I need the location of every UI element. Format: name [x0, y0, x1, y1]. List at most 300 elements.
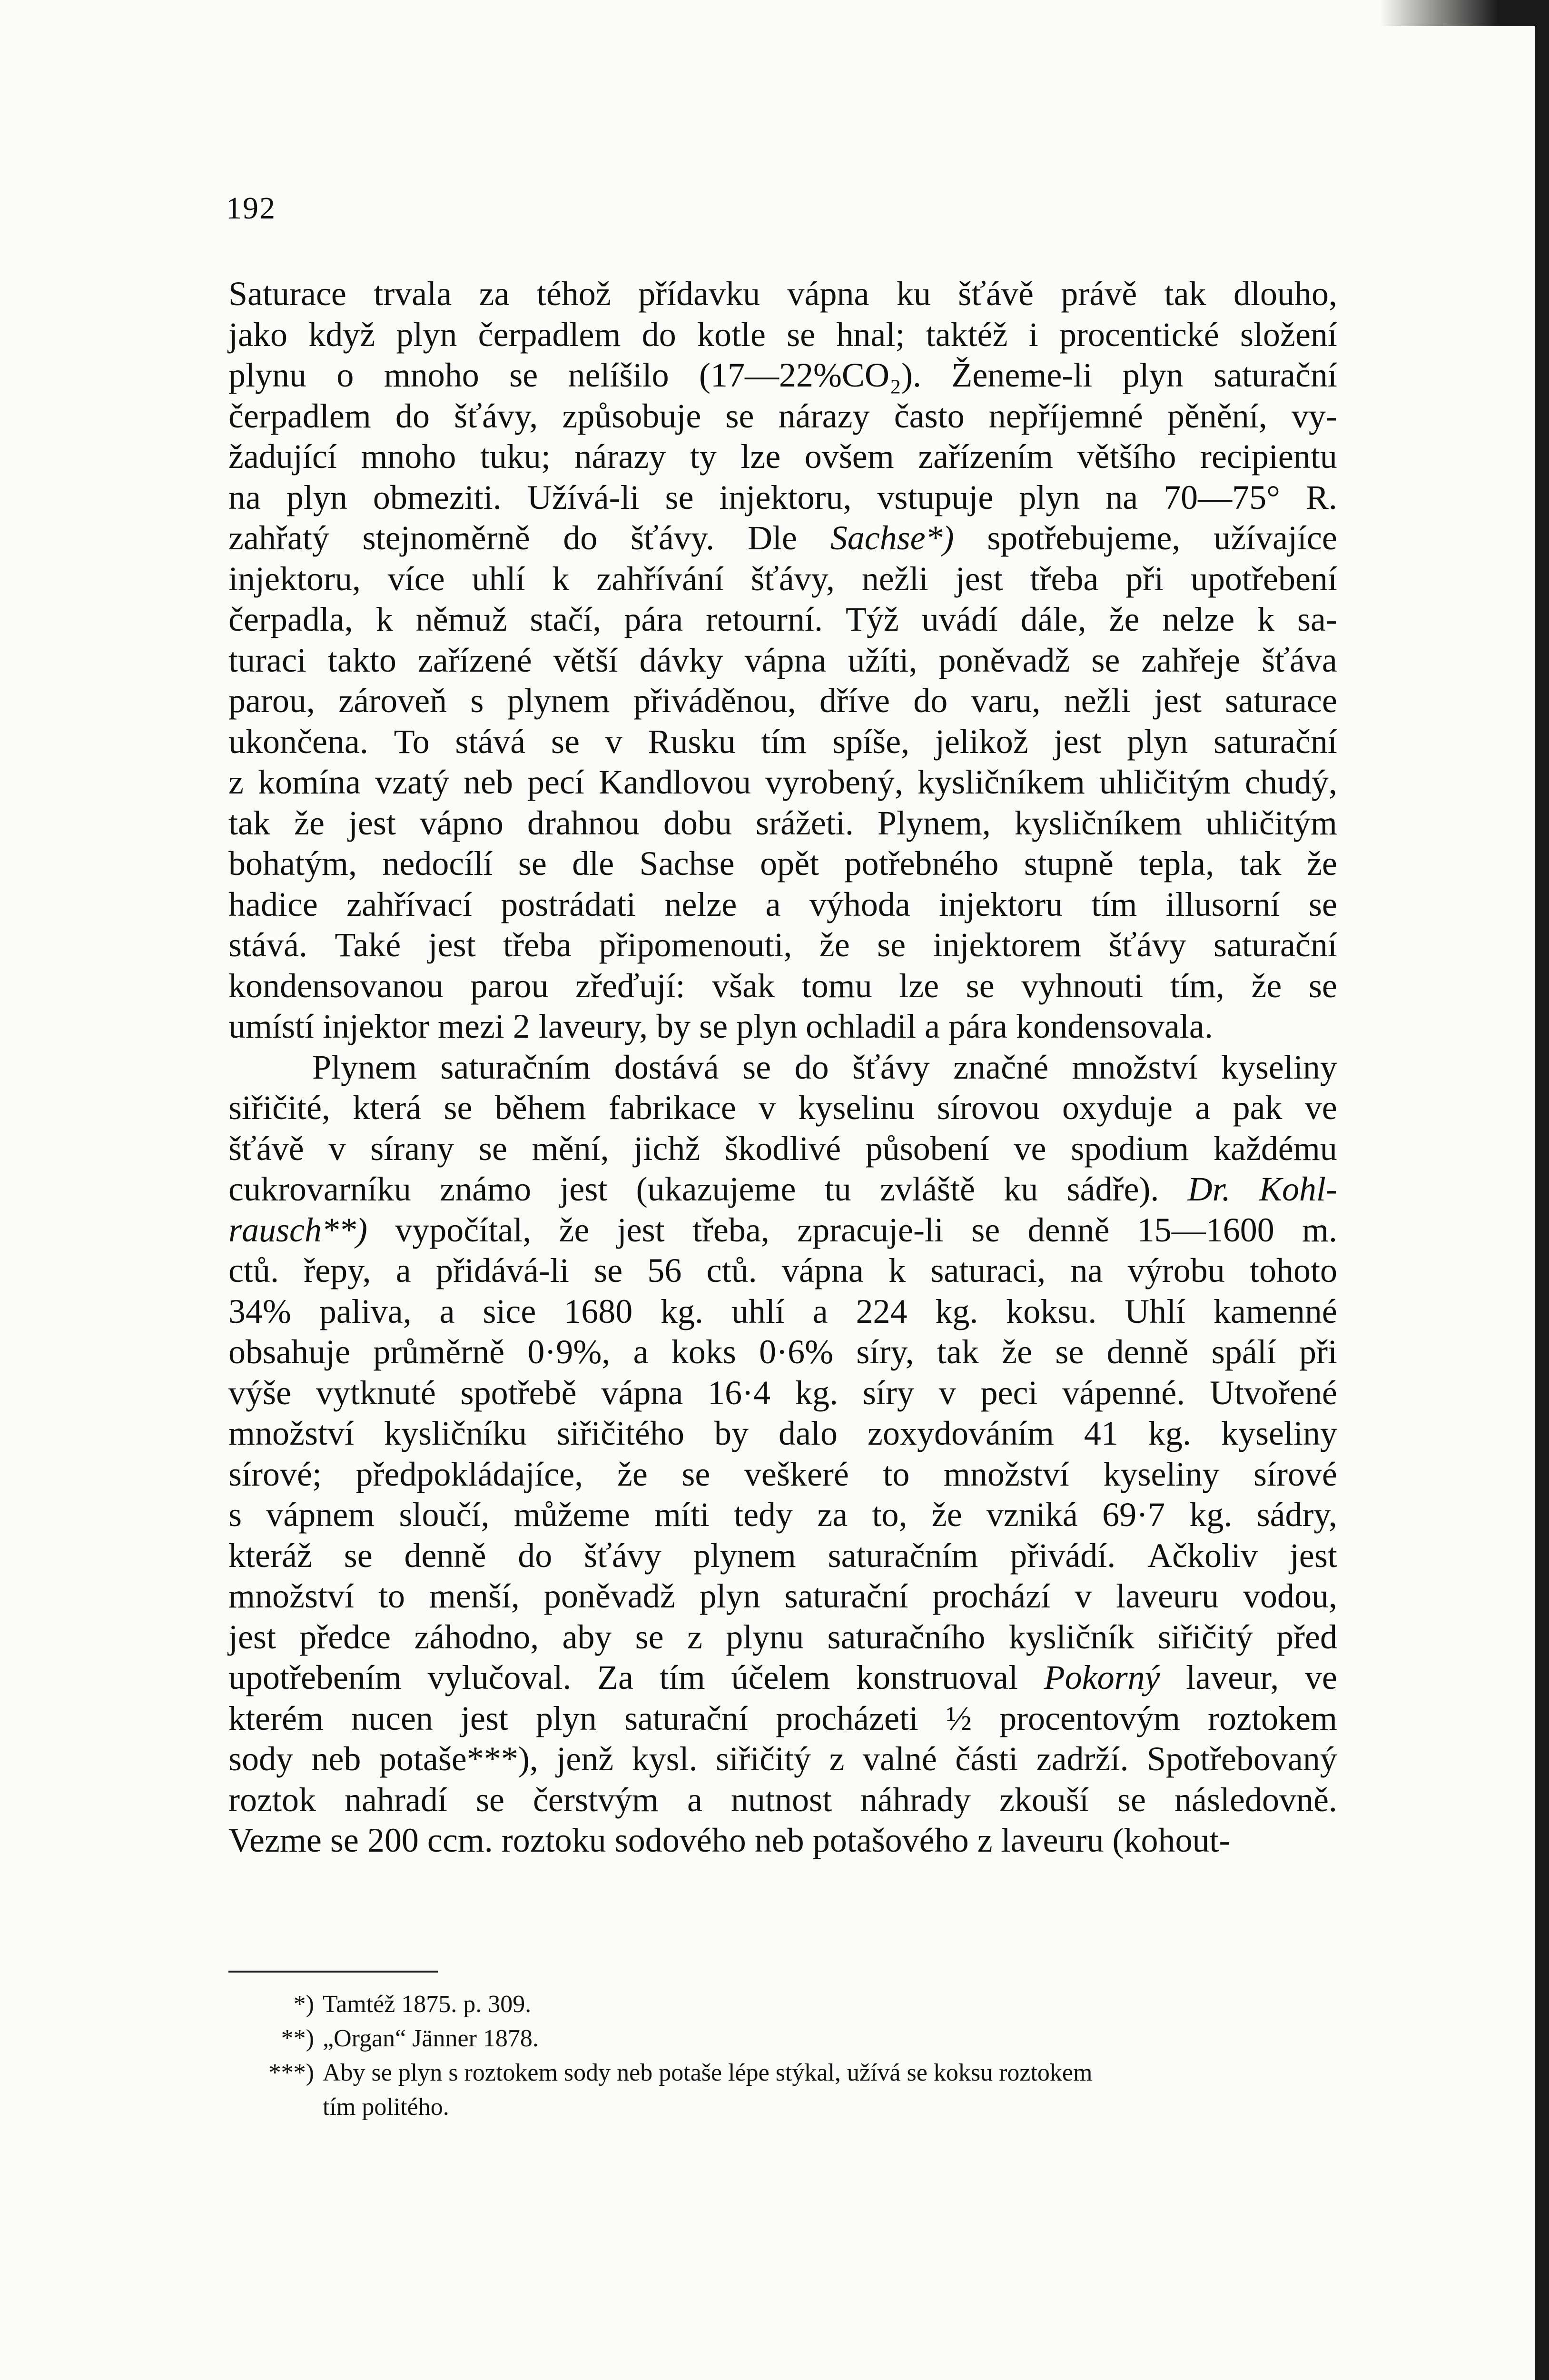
- word: Kandlovou: [598, 763, 751, 801]
- word: pěnění,: [1167, 397, 1267, 435]
- word: značné: [953, 1048, 1049, 1086]
- word: k: [375, 600, 393, 638]
- word: nutnost: [730, 1780, 832, 1819]
- word: oxyduje: [1062, 1089, 1173, 1127]
- word: tedy: [734, 1496, 793, 1534]
- word: taktéž: [926, 315, 1008, 354]
- word: sírové: [1253, 1455, 1337, 1493]
- word: nepříjemné: [988, 397, 1143, 435]
- word: mnoho: [361, 437, 456, 476]
- word: kotle: [697, 315, 766, 354]
- page-number: 192: [226, 191, 276, 226]
- word: kysličník: [1008, 1617, 1135, 1656]
- word: a: [439, 1292, 455, 1330]
- word: denně: [404, 1536, 486, 1575]
- word: srážeti.: [755, 803, 854, 842]
- word: nárazy: [778, 397, 870, 435]
- footnotes: [247, 1987, 1337, 2124]
- word: Saturace: [228, 275, 346, 313]
- text-line: [228, 1536, 1337, 1577]
- text-line: [228, 681, 1337, 722]
- word: a: [1195, 1089, 1211, 1127]
- word: Uhlí: [1125, 1292, 1186, 1330]
- word: potřebného: [844, 844, 999, 883]
- word: 2: [513, 1007, 530, 1045]
- text-line: [228, 436, 1337, 477]
- word: uvádí: [921, 600, 998, 638]
- text-line: [228, 1129, 1337, 1170]
- word: 70—75°: [1164, 478, 1280, 516]
- word: upotřebení: [1191, 559, 1337, 598]
- word: Sachse: [639, 844, 735, 883]
- word: sádry,: [1256, 1496, 1337, 1534]
- text-line: [228, 1820, 1337, 1861]
- word: ku: [896, 275, 931, 313]
- word: o: [336, 356, 354, 394]
- word: tím: [1091, 885, 1137, 923]
- word: známo: [440, 1170, 532, 1208]
- word: aby: [562, 1617, 612, 1656]
- word: vodou,: [1243, 1577, 1337, 1615]
- word: kamenné: [1213, 1292, 1337, 1330]
- word: zahřatý: [228, 519, 329, 557]
- word: plyn: [736, 1007, 798, 1045]
- footnote-rule: [228, 1971, 438, 1973]
- word: dále,: [1020, 600, 1086, 638]
- word: před: [1276, 1617, 1337, 1656]
- word: jest: [228, 1617, 276, 1656]
- word: dříve: [819, 682, 890, 720]
- text-line: [228, 477, 1337, 518]
- word: do: [913, 682, 948, 720]
- word: zahřeje: [1141, 641, 1241, 679]
- word: a: [633, 1333, 649, 1371]
- word: paliva,: [319, 1292, 412, 1330]
- word: se: [330, 1821, 359, 1859]
- word: náhrady: [860, 1780, 971, 1819]
- word: z: [829, 1740, 845, 1778]
- word: mezi: [438, 1007, 504, 1045]
- word: užíti,: [848, 641, 918, 679]
- word: vápenné.: [1062, 1373, 1185, 1412]
- word: postrádati: [501, 885, 636, 923]
- word: nelze: [1162, 600, 1235, 638]
- word: se: [1091, 641, 1120, 679]
- text-line: [228, 1291, 1337, 1332]
- word: tuku;: [480, 437, 551, 476]
- word: se: [444, 1089, 473, 1127]
- word: vypočítal,: [395, 1210, 532, 1249]
- word: jelikož: [935, 722, 1028, 761]
- text-line: [228, 1617, 1337, 1658]
- text-line: [228, 1657, 1337, 1698]
- word: kyseliny: [1103, 1455, 1220, 1493]
- word: potašového: [812, 1821, 969, 1859]
- word: se: [475, 1780, 504, 1819]
- word: spodium: [1071, 1129, 1189, 1168]
- word: se: [971, 1210, 1000, 1249]
- word: hnal;: [836, 315, 905, 354]
- word: Také: [335, 926, 401, 964]
- word: připomenouti,: [599, 926, 792, 964]
- word: roztokem: [1208, 1699, 1337, 1737]
- word: Dle: [747, 519, 797, 557]
- text-line: [228, 925, 1337, 966]
- word: (17—22%CO₂).: [699, 356, 922, 394]
- word: se: [665, 478, 694, 516]
- word: 1680: [564, 1292, 633, 1330]
- text-line: [228, 1088, 1337, 1129]
- word: třeba,: [692, 1210, 770, 1249]
- word: s: [470, 682, 484, 720]
- word: z: [977, 1821, 993, 1859]
- word: vápna: [601, 1373, 683, 1412]
- word: i: [1028, 315, 1038, 354]
- word: Ačkoliv: [1147, 1536, 1258, 1575]
- word: a: [765, 885, 781, 923]
- word: že: [1307, 844, 1337, 883]
- text-line: [228, 1332, 1337, 1373]
- word: sody: [228, 1740, 294, 1778]
- word: lze: [899, 966, 939, 1005]
- word: zahřívací: [346, 885, 472, 923]
- word: šťávě: [958, 275, 1034, 313]
- word: injektorem: [933, 926, 1082, 964]
- word: že: [1109, 600, 1140, 638]
- word: že: [559, 1210, 590, 1249]
- word: však: [712, 966, 775, 1005]
- word: upotřebením: [228, 1658, 402, 1696]
- word: jest: [460, 1699, 508, 1737]
- word: a: [925, 1007, 940, 1045]
- word: umístí: [228, 1007, 315, 1045]
- word: do: [518, 1536, 553, 1575]
- word: to: [378, 1577, 405, 1615]
- word: Rusku: [648, 722, 736, 761]
- text-line: [228, 803, 1337, 844]
- word: spálí: [1211, 1333, 1276, 1371]
- word: prochází: [932, 1577, 1051, 1615]
- word: většího: [1077, 437, 1176, 476]
- footnote-text: Tamtéž 1875. p. 309.: [323, 1991, 532, 2018]
- text-line: [228, 1576, 1337, 1617]
- word: v: [759, 1089, 776, 1127]
- word: přivádí.: [1010, 1536, 1116, 1575]
- word: pecí: [527, 763, 584, 801]
- word: ccm.: [427, 1821, 493, 1859]
- word: 69·7: [1102, 1496, 1165, 1534]
- word: lze: [740, 437, 781, 476]
- footnote-text: Aby se plyn s roztokem sody neb potaše lépe stýkal, užívá se koksu roztokem: [323, 2059, 1093, 2086]
- word: z: [228, 763, 244, 801]
- word: koksu.: [1006, 1292, 1097, 1330]
- word: Týž: [845, 600, 899, 638]
- word: vzatý: [375, 763, 449, 801]
- word: jest: [955, 559, 1003, 598]
- word: laveuru: [1116, 1577, 1219, 1615]
- word: se: [1308, 885, 1337, 923]
- word: bohatým,: [228, 844, 357, 883]
- word: se: [725, 397, 754, 435]
- word: můžeme: [513, 1496, 630, 1534]
- word: stává.: [228, 926, 307, 964]
- word: tím,: [1170, 966, 1224, 1005]
- word: 34%: [228, 1292, 291, 1330]
- word: injektoru,: [719, 478, 852, 516]
- word: chudý,: [1245, 763, 1337, 801]
- word: sírany: [370, 1129, 454, 1168]
- footnote-mark: *): [293, 1991, 314, 2018]
- word: zpracuje-li: [797, 1210, 944, 1249]
- text-line: [228, 315, 1337, 356]
- word: 41: [1084, 1414, 1118, 1452]
- word: na: [228, 478, 261, 516]
- word: mnoho: [384, 356, 479, 394]
- word: více: [387, 559, 445, 598]
- word: injektor: [323, 1007, 429, 1045]
- word: nelze: [664, 885, 737, 923]
- word: množství: [228, 1414, 354, 1452]
- word: v: [328, 1129, 346, 1168]
- word: kg.: [795, 1373, 838, 1412]
- word: spotřebujeme,: [987, 519, 1181, 557]
- word: vápna: [787, 275, 869, 313]
- body-text: [228, 274, 1337, 1861]
- word: výhoda: [809, 885, 910, 923]
- word: vápno: [419, 803, 503, 842]
- word: kg.: [1148, 1414, 1191, 1452]
- word: procentovým: [999, 1699, 1180, 1737]
- word: nárazy: [574, 437, 666, 476]
- word: recipientu: [1200, 437, 1337, 476]
- word: rausch**): [228, 1210, 367, 1249]
- word: vzniká: [986, 1496, 1078, 1534]
- word: tak: [937, 1333, 979, 1371]
- word: šťáva: [1262, 641, 1337, 679]
- word: laveuru: [1001, 1821, 1104, 1859]
- word: neb: [311, 1740, 361, 1778]
- word: síry,: [856, 1333, 914, 1371]
- word: jenž: [556, 1740, 614, 1778]
- word: Sachse*): [830, 519, 954, 557]
- footnote: [247, 2056, 1337, 2090]
- footnote-text: „Organ“ Jänner 1878.: [323, 2025, 539, 2052]
- word: dlouho,: [1233, 275, 1337, 313]
- word: R.: [1305, 478, 1337, 516]
- word: čerpadla,: [228, 600, 353, 638]
- word: se: [877, 926, 906, 964]
- word: siřičitého: [557, 1414, 684, 1452]
- word: kysličníkem: [1014, 803, 1182, 842]
- text-line: [228, 599, 1337, 640]
- word: parou: [470, 966, 549, 1005]
- word: a: [687, 1780, 702, 1819]
- word: tak: [1164, 275, 1206, 313]
- word: mění,: [532, 1129, 609, 1168]
- word: nucen: [351, 1699, 433, 1737]
- word: do: [395, 397, 430, 435]
- text-line: [228, 640, 1337, 681]
- word: vylučoval.: [427, 1658, 572, 1696]
- word: téhož: [536, 275, 611, 313]
- word: ukončena.: [228, 722, 368, 761]
- word: šťávy: [1108, 926, 1186, 964]
- word: hadice: [228, 885, 318, 923]
- word: plyn: [396, 315, 457, 354]
- word: šťávy: [584, 1536, 661, 1575]
- word: složení: [1240, 315, 1337, 354]
- text-line: [228, 1495, 1337, 1536]
- word: Spotřebovaný: [1146, 1740, 1337, 1778]
- word: vy-: [1291, 397, 1337, 435]
- word: cukrovarníku: [228, 1170, 411, 1208]
- word: zadrží.: [1036, 1740, 1129, 1778]
- text-line: [228, 1250, 1337, 1291]
- word: větší: [553, 641, 618, 679]
- word: vyhnouti: [1021, 966, 1144, 1005]
- word: tak: [228, 803, 270, 842]
- text-line: [228, 559, 1337, 600]
- word: saturační: [624, 1699, 749, 1737]
- word: zároveň: [338, 682, 447, 720]
- word: denně: [1027, 1210, 1110, 1249]
- word: Pokorný: [1044, 1658, 1160, 1696]
- word: neb: [464, 763, 513, 801]
- word: trvala: [374, 275, 452, 313]
- word: procházeti: [776, 1699, 918, 1737]
- word: ctů.: [706, 1251, 757, 1289]
- text-line: [228, 1739, 1337, 1780]
- text-line: [228, 1373, 1337, 1414]
- word: která: [353, 1089, 422, 1127]
- word: za: [817, 1496, 848, 1534]
- word: kg.: [661, 1292, 704, 1330]
- word: sa-: [1297, 600, 1337, 638]
- word: procentické: [1059, 315, 1219, 354]
- word: se: [1117, 1780, 1146, 1819]
- word: nelíšilo: [568, 356, 669, 394]
- word: se: [699, 1007, 728, 1045]
- text-line: [228, 722, 1337, 763]
- text-line: [228, 1454, 1337, 1495]
- word: spotřebě: [460, 1373, 577, 1412]
- text-line: [228, 1780, 1337, 1821]
- word: jest: [1154, 682, 1202, 720]
- word: za: [479, 275, 510, 313]
- word: sírovou: [937, 1089, 1040, 1127]
- word: v: [1075, 1577, 1092, 1615]
- word: Kohl-: [1259, 1170, 1337, 1208]
- word: 0·9%,: [527, 1333, 611, 1371]
- word: čerpadlem: [228, 397, 371, 435]
- word: to,: [872, 1496, 908, 1534]
- word: 200: [367, 1821, 419, 1859]
- text-line: [228, 1006, 1337, 1047]
- word: plyn: [1122, 356, 1184, 394]
- word: čerpadlem: [478, 315, 621, 354]
- word: potaše***),: [379, 1740, 538, 1778]
- word: spíše,: [832, 722, 910, 761]
- word: uhličitým: [1099, 763, 1231, 801]
- word: roztoku: [501, 1821, 606, 1859]
- word: síry: [862, 1373, 914, 1412]
- word: kyseliny: [1221, 1048, 1337, 1086]
- word: kysličníku: [384, 1414, 527, 1452]
- text-line: [228, 966, 1337, 1007]
- word: opět: [760, 844, 819, 883]
- word: čerstvým: [533, 1780, 659, 1819]
- word: zvláště: [880, 1170, 975, 1208]
- word: Utvořené: [1210, 1373, 1337, 1412]
- word: jest: [1054, 722, 1102, 761]
- word: (kohout-: [1112, 1821, 1231, 1859]
- word: Plynem,: [877, 803, 991, 842]
- word: injektoru,: [228, 559, 361, 598]
- text-line: [228, 396, 1337, 437]
- word: k: [552, 559, 570, 598]
- word: saturační: [784, 1577, 908, 1615]
- word: by: [656, 1007, 691, 1045]
- word: m.: [1302, 1210, 1337, 1249]
- word: že: [294, 803, 325, 842]
- word: siřičitý: [1157, 1617, 1253, 1656]
- word: saturačním: [440, 1048, 591, 1086]
- word: tak: [1239, 844, 1282, 883]
- word: sírové;: [228, 1455, 322, 1493]
- word: plyn: [286, 478, 347, 516]
- word: roztok: [228, 1780, 316, 1819]
- text-line: [228, 274, 1337, 315]
- word: ochladil: [806, 1007, 917, 1045]
- word: každému: [1214, 1129, 1337, 1168]
- word: vstupuje: [877, 478, 994, 516]
- word: se: [344, 1536, 373, 1575]
- scan-edge-right: [1535, 0, 1549, 2380]
- word: saturaci,: [930, 1251, 1046, 1289]
- word: do: [794, 1048, 829, 1086]
- word: že: [1251, 966, 1282, 1005]
- word: na: [1105, 478, 1138, 516]
- word: třeba: [503, 926, 572, 964]
- word: plynu: [228, 356, 307, 394]
- word: množství: [228, 1577, 354, 1615]
- word: sice: [483, 1292, 536, 1330]
- word: množství: [943, 1455, 1069, 1493]
- footnote: [247, 1987, 1337, 2022]
- footnote: [247, 2022, 1337, 2056]
- text-line: [228, 1698, 1337, 1739]
- word: v: [938, 1373, 956, 1412]
- word: saturační: [1214, 926, 1337, 964]
- word: nežli: [861, 559, 928, 598]
- word: by: [714, 1414, 749, 1452]
- text-line: [228, 1413, 1337, 1454]
- word: Užívá-li: [527, 478, 640, 516]
- word: jichž: [633, 1129, 701, 1168]
- word: kterém: [228, 1699, 324, 1737]
- word: valné: [862, 1740, 937, 1778]
- word: se: [681, 1455, 710, 1493]
- word: uhlí: [472, 559, 525, 598]
- word: 15—1600: [1137, 1210, 1274, 1249]
- word: že: [617, 1455, 648, 1493]
- word: uhlí: [731, 1292, 785, 1330]
- word: kteráž: [228, 1536, 312, 1575]
- word: se: [478, 1129, 507, 1168]
- word: zřeďují:: [575, 966, 685, 1005]
- word: to: [883, 1455, 910, 1493]
- word: jest: [1289, 1536, 1337, 1575]
